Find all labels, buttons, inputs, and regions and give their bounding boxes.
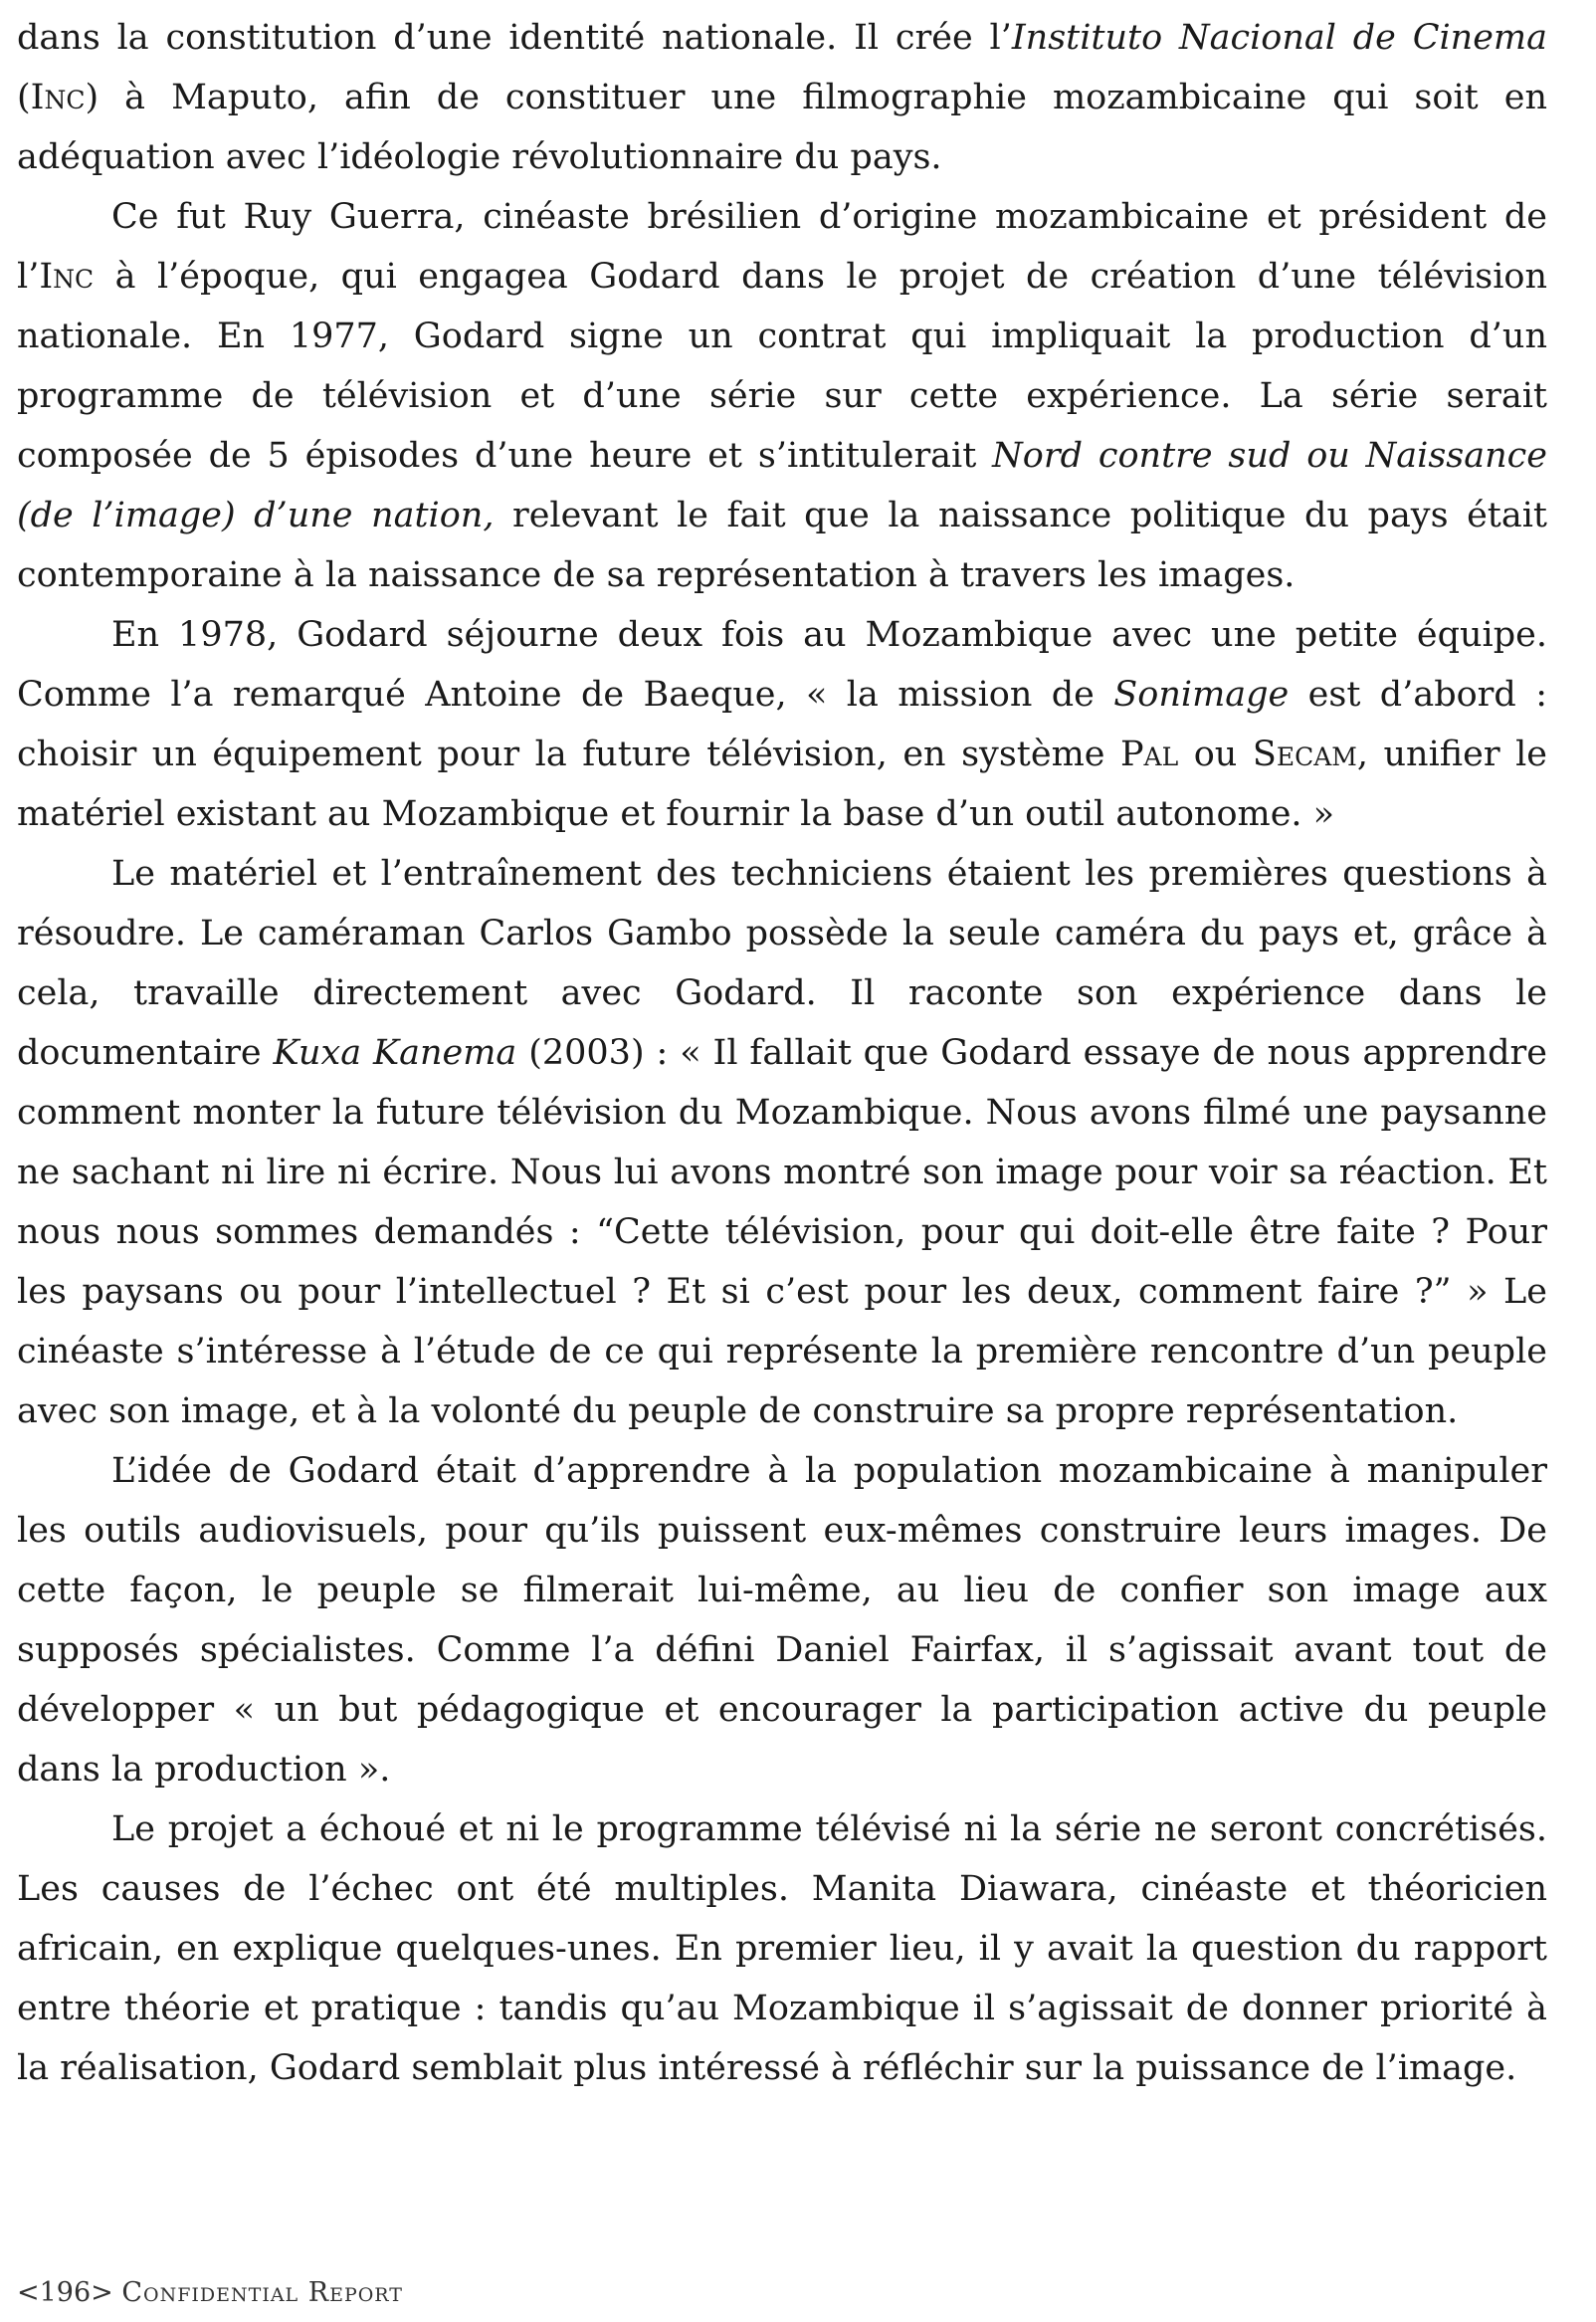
- page-body: [17, 8, 1547, 2098]
- italic-title: Instituto Nacional de Cinema: [1011, 18, 1547, 58]
- acronym: Inc: [30, 78, 86, 117]
- paragraph: [17, 187, 1547, 605]
- italic-title: Nord contre sud ou Naissance (de l’image) d’une nation,: [17, 436, 1547, 535]
- text-run: Le projet a échoué et ni le programme télévisé ni la série ne seront concrétisés. Les causes de l’échec ont été multiples. Manita Diawara, cinéaste et théoricien africain, en explique quelques-unes. En premier lieu, il y avait la question du rapport entre théorie et pratique : tandis qu’au Mozambique il s’agissait de donner priorité à la réalisation, Godard semblait plus intéressé à réfléchir sur la puissance de l’image.: [17, 1809, 1547, 2088]
- acronym: Pal: [1119, 735, 1179, 774]
- paragraph: [17, 844, 1547, 1441]
- italic-title: Kuxa Kanema: [273, 1033, 517, 1073]
- page-number: <196>: [17, 2277, 113, 2308]
- text-run: Le matériel et l’entraînement des techniciens étaient les premières questions à résoudre. Le caméraman Carlos Gambo possède la seule caméra du pays et, grâce à cela, travaille directement avec Godard. Il raconte son expérience dans le documentaire: [17, 854, 1547, 1073]
- paragraph: [17, 1799, 1547, 2098]
- italic-title: Sonimage: [1113, 675, 1290, 715]
- acronym: Inc: [39, 257, 95, 297]
- text-run: relevant le fait que la naissance politique du pays était contemporaine à la naissance de sa représentation à travers les images.: [17, 496, 1547, 595]
- text-run: dans la constitution d’une identité nationale. Il crée l’: [17, 18, 1012, 58]
- text-run: à l’époque, qui engagea Godard dans le projet de création d’une télévision nationale. En 1977, Godard signe un contrat qui impliquait la production d’un programme de télévision et d’une série sur cette expérience. La série serait composée de 5 épisodes d’une heure et s’intitulerait: [17, 257, 1547, 476]
- text-run: est d’abord : choisir un équipement pour la future télévision, en système: [17, 675, 1547, 774]
- page-footer: [17, 2275, 403, 2311]
- text-run: (2003) : « Il fallait que Godard essaye de nous apprendre comment monter la future télévision du Mozambique. Nous avons filmé une paysanne ne sachant ni lire ni écrire. Nous lui avons montré son image pour voir sa réaction. Et nous nous sommes demandés : “Cette télévision, pour qui doit-elle être faite ? Pour les paysans ou pour l’intellectuel ? Et si c’est pour les deux, comment faire ?” » Le cinéaste s’intéresse à l’étude de ce qui représente la première rencontre d’un peuple avec son image, et à la volonté du peuple de construire sa propre représentation.: [17, 1033, 1548, 1431]
- text-run: (: [17, 78, 31, 117]
- text-run: Ce fut Ruy Guerra, cinéaste brésilien d’origine mozambicaine et président de l’: [17, 197, 1547, 297]
- paragraph: [17, 8, 1547, 187]
- text-run: , unifier le matériel existant au Mozambique et fournir la base d’un outil autonome. »: [17, 735, 1547, 834]
- text-run: ) à Maputo, afin de constituer une filmographie mozambicaine qui soit en adéquation avec l’idéologie révolutionnaire du pays.: [17, 78, 1547, 177]
- acronym: Secam: [1252, 735, 1357, 774]
- running-title: Confidential Report: [121, 2277, 403, 2308]
- text-run: En 1978, Godard séjourne deux fois au Mozambique avec une petite équipe. Comme l’a remarqué Antoine de Baeque, « la mission de: [17, 615, 1547, 715]
- paragraph: [17, 1441, 1547, 1799]
- paragraph: [17, 605, 1547, 844]
- text-run: ou: [1178, 735, 1253, 774]
- text-run: L’idée de Godard était d’apprendre à la population mozambicaine à manipuler les outils audiovisuels, pour qu’ils puissent eux-mêmes construire leurs images. De cette façon, le peuple se filmerait lui-même, au lieu de confier son image aux supposés spécialistes. Comme l’a défini Daniel Fairfax, il s’agissait avant tout de développer « un but pédagogique et encourager la participation active du peuple dans la production ».: [17, 1451, 1547, 1790]
